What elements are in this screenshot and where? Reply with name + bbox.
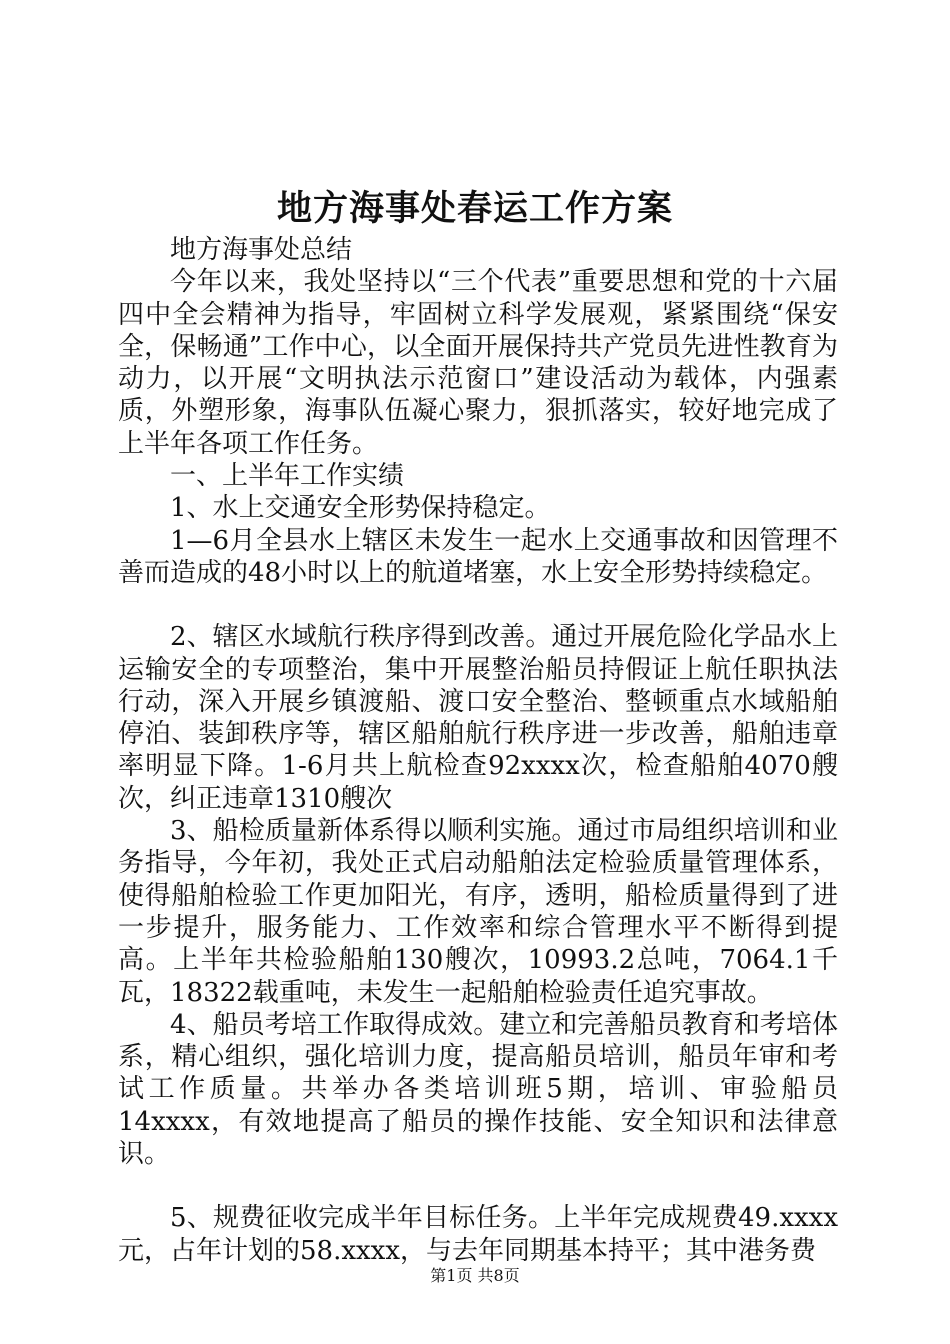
paragraph-intro: 今年以来，我处坚持以“三个代表”重要思想和党的十六届四中全会精神为指导，牢固树立科学发展观，紧紧围绕“保安全，保畅通”工作中心，以全面开展保持共产党员先进性教育为动力，以开展“文明执法示范窗口”建设活动为载体，内强素质，外塑形象，海事队伍凝心聚力，狠抓落实，较好地完成了上半年各项工作任务。	[118, 267, 838, 459]
paragraph-subtitle: 地方海事处总结	[170, 235, 353, 265]
page-footer: 第1页 共8页	[430, 1266, 520, 1285]
paragraph-item-4: 4、船员考培工作取得成效。建立和完善船员教育和考培体系，精心组织，强化培训力度，提高船员培训，船员年审和考试工作质量。共举办各类培训班5期，培训、审验船员14xxxx，有效地提高了船员的操作技能、安全知识和法律意识。	[118, 1009, 838, 1170]
document-title: 地方海事处春运工作方案	[276, 188, 673, 229]
item-heading-1: 1、水上交通安全形势保持稳定。	[170, 493, 551, 524]
paragraph-item-3: 3、船检质量新体系得以顺利实施。通过市局组织培训和业务指导，今年初，我处正式启动船舶法定检验质量管理体系，使得船舶检验工作更加阳光，有序，透明，船检质量得到了进一步提升，服务能力、工作效率和综合管理水平不断得到提高。上半年共检验船舶130艘次，10993.2总吨，7064.1千瓦，18322载重吨，未发生一起船舶检验责任追究事故。	[118, 816, 838, 1008]
section-heading: 一、上半年工作实绩	[170, 461, 405, 492]
paragraph-item-2: 2、辖区水域航行秩序得到改善。通过开展危险化学品水上运输安全的专项整治，集中开展整治船员持假证上航任职执法行动，深入开展乡镇渡船、渡口安全整治、整顿重点水域船舶停泊、装卸秩序等，辖区船舶航行秩序进一步改善，船舶违章率明显下降。1-6月共上航检查92xxxx次，检查船舶4070艘次，纠正违章1310艘次	[118, 622, 838, 814]
paragraph-item-1: 1—6月全县水上辖区未发生一起水上交通事故和因管理不善而造成的48小时以上的航道堵塞，水上安全形势持续稳定。	[118, 525, 838, 588]
paragraph-item-5: 5、规费征收完成半年目标任务。上半年完成规费49.xxxx元，占年计划的58.xxxx，与去年同期基本持平；其中港务费	[118, 1203, 838, 1266]
document-body	[118, 234, 838, 1267]
